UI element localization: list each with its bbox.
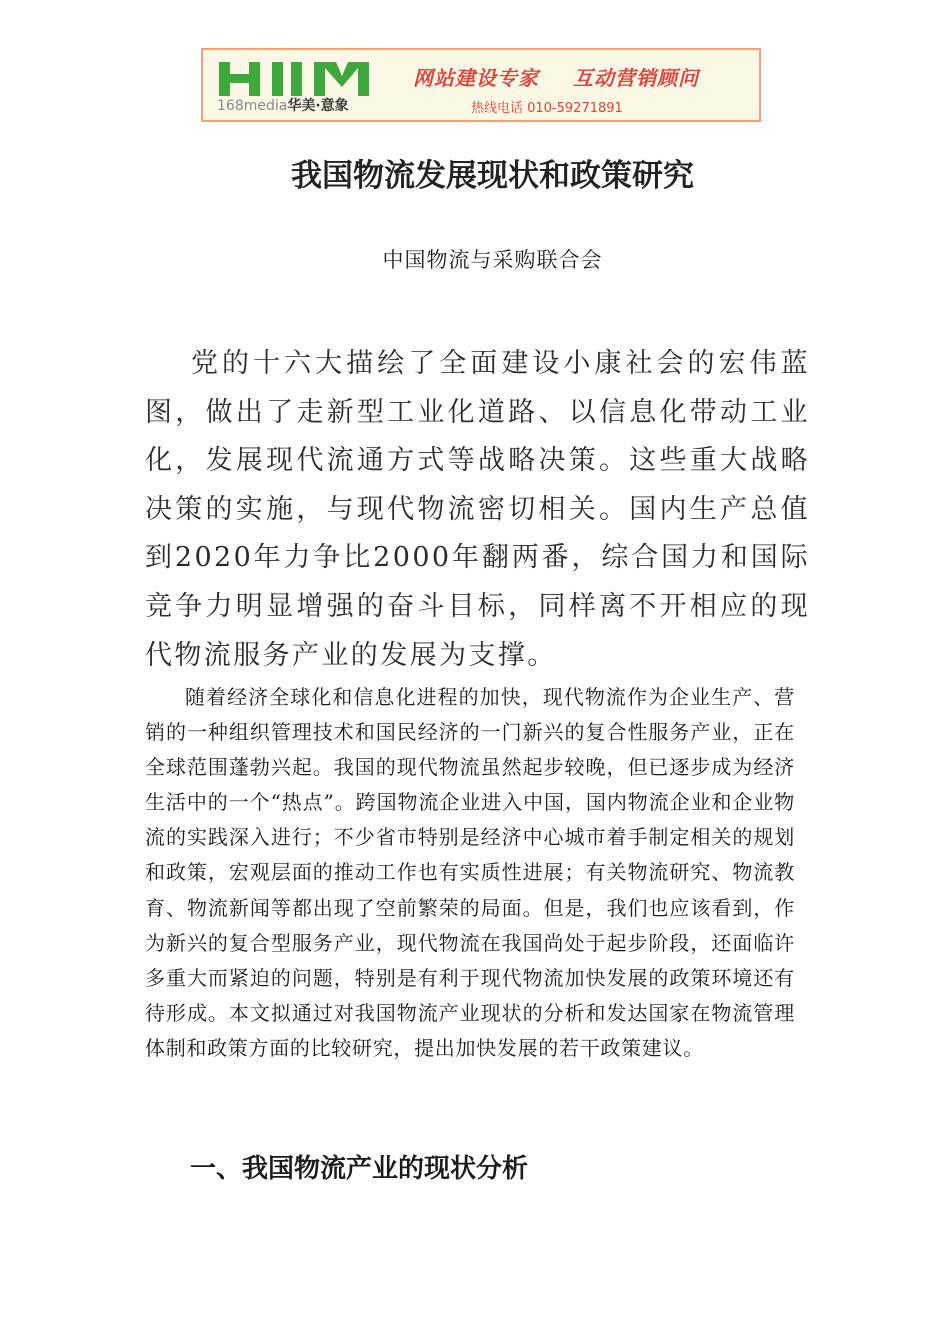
hm-logo-mark <box>219 59 371 99</box>
header-banner <box>201 48 761 122</box>
hotline-text: 热线电话 010-59271891 <box>471 101 623 116</box>
document-title: 我国物流发展现状和政策研究 <box>291 158 694 194</box>
document-author: 中国物流与采购联合会 <box>382 248 603 272</box>
brand-name-cn: 华美·意象 <box>287 98 349 114</box>
brand-logo-text <box>217 95 349 115</box>
paragraph-intro: 党的十六大描绘了全面建设小康社会的宏伟蓝图，做出了走新型工业化道路、以信息化带动工业化，发展现代流通方式等战略决策。这些重大战略决策的实施，与现代物流密切相关。国内生产总值到2020年力争比2000年翻两番，综合国力和国际竞争力明显增强的奋斗目标，同样离不开相应的现代物流服务产业的发展为支撑。 <box>145 348 810 671</box>
slogan-right: 互动营销顾问 <box>573 66 699 90</box>
banner-slogan <box>413 62 699 91</box>
paragraph-body: 随着经济全球化和信息化进程的加快，现代物流作为企业生产、营销的一种组织管理技术和国民经济的一门新兴的复合性服务产业，正在全球范围蓬勃兴起。我国的现代物流虽然起步较晚，但已逐步成为经济生活中的一个“热点”。跨国物流企业进入中国，国内物流企业和企业物流的实践深入进行；不少省市特别是经济中心城市着手制定相关的规划和政策，宏观层面的推动工作也有实质性进展；有关物流研究、物流教育、物流新闻等都出现了空前繁荣的局面。但是，我们也应该看到，作为新兴的复合型服务产业，现代物流在我国尚处于起步阶段，还面临许多重大而紧迫的问题，特别是有利于现代物流加快发展的政策环境还有待形成。本文拟通过对我国物流产业现状的分析和发达国家在物流管理体制和政策方面的比较研究，提出加快发展的若干政策建议。 <box>145 685 795 1060</box>
brand-name-en: 168media <box>217 98 288 114</box>
slogan-left: 网站建设专家 <box>413 66 539 90</box>
section-heading: 一、我国物流产业的现状分析 <box>190 1154 529 1184</box>
